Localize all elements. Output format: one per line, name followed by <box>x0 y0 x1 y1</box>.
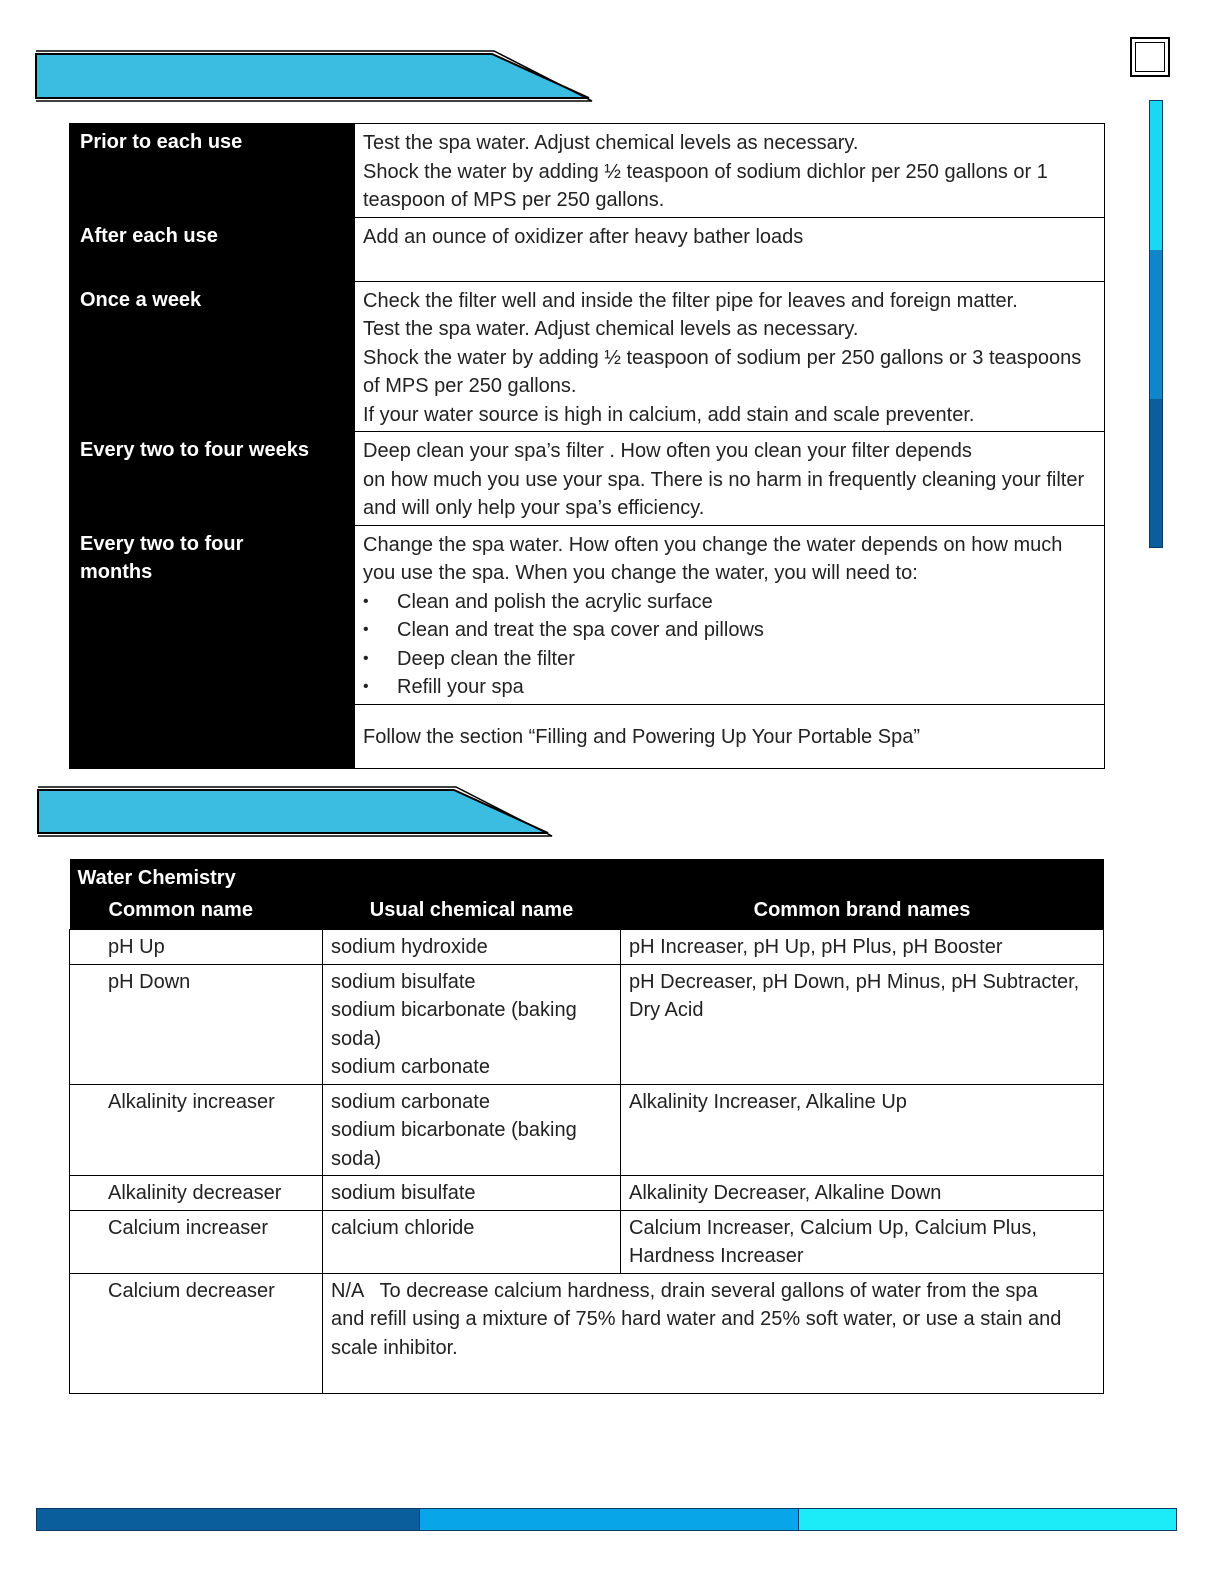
maintenance-schedule-table <box>69 123 1105 769</box>
schedule-label: Prior to each use <box>70 124 355 218</box>
cell-line: sodium carbonate <box>331 1056 490 1078</box>
cell-line: Calcium Increaser, Calcium Up, Calcium Plus, <box>629 1216 1037 1239</box>
chem-title-row <box>70 859 1104 893</box>
schedule-label: Every two to four weeks <box>70 432 355 526</box>
bullet-item: • Refill your spa <box>363 673 1096 702</box>
schedule-row <box>70 432 1105 526</box>
page-number-box <box>1130 37 1170 77</box>
cell-line: pH Decreaser, pH Down, pH Minus, pH Subtracter, <box>629 970 1080 993</box>
side-color-bar <box>1149 100 1163 548</box>
schedule-value <box>355 124 1105 218</box>
schedule-line: on how much you use your spa. There is no harm in frequently cleaning your filter <box>363 468 1085 491</box>
bullet-item: • Clean and treat the spa cover and pillows <box>363 616 1096 645</box>
header-brand-names: Common brand names <box>621 893 1104 930</box>
common-name-cell: Calcium decreaser <box>70 1273 323 1393</box>
cell-line: soda) <box>331 1027 382 1050</box>
schedule-row <box>70 525 1105 704</box>
common-name-cell: Calcium increaser <box>70 1210 323 1273</box>
brand-names-cell <box>621 1176 1104 1211</box>
schedule-label-text: Every two to four months <box>80 532 244 583</box>
schedule-value <box>355 217 1105 281</box>
cell-line: pH Increaser, pH Up, pH Plus, pH Booster <box>629 936 1003 958</box>
cell-line: Alkalinity Increaser, Alkaline Up <box>629 1090 907 1113</box>
schedule-line: If your water source is high in calcium, add stain and scale preventer. <box>363 403 975 426</box>
section-banner-top <box>34 50 596 104</box>
cell-line: Dry Acid <box>629 999 704 1021</box>
brand-names-cell <box>621 964 1104 1084</box>
table-row <box>70 930 1104 965</box>
table-row <box>70 1176 1104 1211</box>
schedule-value <box>355 525 1105 704</box>
schedule-line: Deep clean your spa’s filter . How often you clean your filter depends <box>363 440 972 462</box>
brand-names-cell <box>621 1210 1104 1273</box>
water-chemistry-table <box>69 859 1104 1394</box>
section-banner-bottom <box>36 786 556 840</box>
cell-line: sodium bisulfate <box>331 970 476 993</box>
chemical-name-cell <box>323 930 621 965</box>
brand-names-cell <box>621 1084 1104 1176</box>
side-bar-segment-light <box>1150 101 1162 250</box>
header-chemical-name: Usual chemical name <box>323 893 621 930</box>
schedule-line: Follow the section “Filling and Powering Up Your Portable Spa” <box>363 725 920 748</box>
schedule-label: Once a week <box>70 281 355 432</box>
schedule-line: Test the spa water. Adjust chemical levels as necessary. <box>363 132 859 154</box>
table-row <box>70 1273 1104 1393</box>
schedule-value <box>355 704 1105 768</box>
cell-line: sodium bicarbonate (baking <box>331 999 577 1021</box>
schedule-line: Change the spa water. How often you change the water depends on how much <box>363 533 1063 556</box>
cell-line: sodium bicarbonate (baking <box>331 1119 577 1141</box>
schedule-value <box>355 281 1105 432</box>
bullet-item: • Clean and polish the acrylic surface <box>363 588 1096 617</box>
footer-bar-segment-mid <box>419 1508 799 1531</box>
chemical-name-cell <box>323 964 621 1084</box>
cell-line: calcium chloride <box>331 1216 475 1239</box>
common-name-cell: pH Down <box>70 964 323 1084</box>
chem-title: Water Chemistry <box>70 859 1104 893</box>
schedule-line: Test the spa water. Adjust chemical levels as necessary. <box>363 318 859 340</box>
chemical-name-cell <box>323 1084 621 1176</box>
cell-line: sodium carbonate <box>331 1090 490 1113</box>
schedule-line: you use the spa. When you change the water, you will need to: <box>363 562 918 584</box>
cell-line: sodium hydroxide <box>331 936 488 958</box>
schedule-row <box>70 281 1105 432</box>
schedule-line: teaspoon of MPS per 250 gallons. <box>363 189 665 211</box>
table-row <box>70 1084 1104 1176</box>
cell-line: Hardness Increaser <box>629 1245 804 1267</box>
chem-header-row <box>70 893 1104 930</box>
cell-line: soda) <box>331 1147 382 1170</box>
schedule-value <box>355 432 1105 526</box>
table-row <box>70 1210 1104 1273</box>
common-name-cell: Alkalinity decreaser <box>70 1176 323 1211</box>
schedule-line: Shock the water by adding ½ teaspoon of sodium dichlor per 250 gallons or 1 <box>363 160 1048 183</box>
bullet-item: • Deep clean the filter <box>363 645 1096 674</box>
schedule-line: and will only help your spa’s efficiency. <box>363 497 705 519</box>
cell-line: sodium bisulfate <box>331 1182 476 1204</box>
table-row <box>70 964 1104 1084</box>
bullet-list <box>363 588 1096 702</box>
schedule-label <box>70 525 355 768</box>
brand-names-cell <box>621 930 1104 965</box>
cell-line: scale inhibitor. <box>331 1336 458 1359</box>
schedule-row <box>70 217 1105 281</box>
chemical-name-cell <box>323 1210 621 1273</box>
common-name-cell: pH Up <box>70 930 323 965</box>
side-bar-segment-dark <box>1150 399 1162 547</box>
cell-line: and refill using a mixture of 75% hard water and 25% soft water, or use a stain and <box>331 1308 1062 1330</box>
schedule-line: of MPS per 250 gallons. <box>363 375 577 397</box>
header-common-name: Common name <box>70 893 323 930</box>
schedule-line: Add an ounce of oxidizer after heavy bather loads <box>363 225 804 248</box>
cell-line: Alkalinity Decreaser, Alkaline Down <box>629 1182 942 1204</box>
schedule-line: Check the filter well and inside the filter pipe for leaves and foreign matter. <box>363 289 1018 312</box>
note-cell <box>323 1273 1104 1393</box>
footer-bar-segment-light <box>798 1508 1177 1531</box>
schedule-row <box>70 124 1105 218</box>
chemical-name-cell <box>323 1176 621 1211</box>
cell-line: N/A To decrease calcium hardness, drain several gallons of water from the spa <box>331 1279 1038 1302</box>
schedule-line: Shock the water by adding ½ teaspoon of sodium per 250 gallons or 3 teaspoons <box>363 346 1082 369</box>
common-name-cell: Alkalinity increaser <box>70 1084 323 1176</box>
side-bar-segment-mid <box>1150 250 1162 399</box>
footer-bar-segment-dark <box>36 1508 420 1531</box>
schedule-label: After each use <box>70 217 355 281</box>
